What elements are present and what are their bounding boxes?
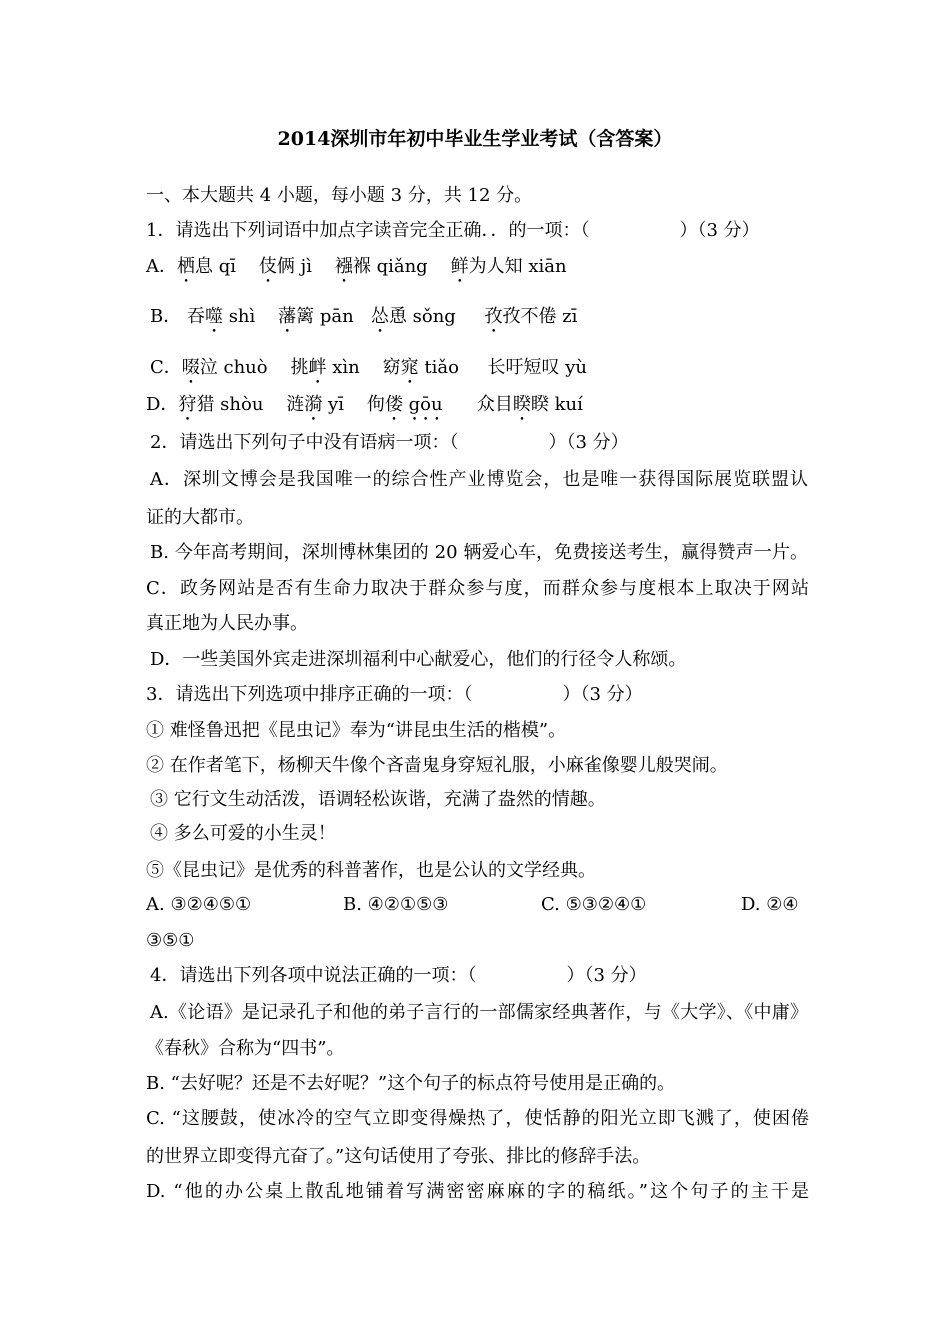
- q3-option-d-cont: ③⑤①: [146, 930, 195, 951]
- q2-option-c-line1: C．政务网站是否有生命力取决于群众参与度，而群众参与度根本上取决于网站: [146, 578, 809, 599]
- q3-option-d: D. ②④: [741, 894, 799, 915]
- q3-option-b: B. ④②①⑤③: [343, 894, 449, 915]
- q1-option-c: C．啜泣 chuò 挑衅 xìn 窈窕 tiǎo 长吁短叹 yù: [150, 357, 587, 378]
- q4-option-b: B. “去好呢？还是不去好呢？”这个句子的标点符号使用是正确的。: [146, 1073, 676, 1094]
- q4-option-d-line1: D. “他的办公桌上散乱地铺着写满密密麻麻的字的稿纸。”这个句子的主干是: [146, 1181, 809, 1202]
- q3-sentence-1: ① 难怪鲁迅把《昆虫记》奉为“讲昆虫生活的楷模”。: [146, 720, 567, 741]
- q2-option-d: D．一些美国外宾走进深圳福利中心献爱心，他们的行径令人称颂。: [150, 649, 687, 670]
- q3-sentence-4: ④ 多么可爱的小生灵！: [150, 823, 336, 844]
- q3-sentence-2: ② 在作者笔下，杨柳天牛像个吝啬鬼身穿短礼服，小麻雀像婴儿般哭闹。: [146, 755, 728, 776]
- q4-option-a-line2: 《春秋》合称为“四书”。: [146, 1038, 345, 1059]
- q2-stem: 2．请选出下列句子中没有语病一项：（ ）（3 分）: [150, 432, 629, 453]
- q2-option-a-line1: A．深圳文博会是我国唯一的综合性产业博览会，也是唯一获得国际展览联盟认: [150, 469, 808, 490]
- q1-stem: 1．请选出下列词语中加点字读音完全正确．．的一项：（ ）（3 分）: [146, 220, 760, 241]
- q2-option-b: B. 今年高考期间，深圳博林集团的 20 辆爱心车，免费接送考生，赢得赞声一片。: [150, 542, 808, 563]
- section-header: 一、本大题共 4 小题，每小题 3 分，共 12 分。: [146, 185, 533, 206]
- q1-option-d: D．狩猎 shòu 涟漪 yī 佝偻 gōu 众目睽睽 kuí: [146, 394, 583, 415]
- q4-option-c-line1: C. “这腰鼓，使冰冷的空气立即变得燥热了，使恬静的阳光立即飞溅了，使困倦: [146, 1108, 809, 1129]
- q3-option-c: C. ⑤③②④①: [541, 894, 647, 915]
- page-title: 2014深圳市年初中毕业生学业考试（含答案）: [277, 128, 673, 150]
- q3-sentence-5: ⑤《昆虫记》是优秀的科普著作，也是公认的文学经典。: [146, 860, 596, 881]
- q1-option-b: B． 吞噬 shì 藩篱 pān 怂恿 sǒng 孜孜不倦 zī: [150, 306, 578, 327]
- q3-stem: 3．请选出下列选项中排序正确的一项：（ ）（3 分）: [146, 684, 643, 705]
- q4-option-c-line2: 的世界立即变得亢奋了。”这句话使用了夸张、排比的修辞手法。: [146, 1146, 651, 1167]
- q1-option-a: A．栖息 qī 伎俩 jì 襁褓 qiǎng 鲜为人知 xiān: [146, 256, 567, 277]
- q2-option-a-line2: 证的大都市。: [146, 507, 254, 528]
- q4-stem: 4．请选出下列各项中说法正确的一项：（ ）（3 分）: [150, 965, 647, 986]
- q2-option-c-line2: 真正地为人民办事。: [146, 613, 308, 634]
- q3-option-a: A. ③②④⑤①: [146, 894, 252, 915]
- q4-option-a-line1: A.《论语》是记录孔子和他的弟子言行的一部儒家经典著作，与《大学》、《中庸》: [150, 1002, 808, 1023]
- q3-sentence-3: ③ 它行文生动活泼，语调轻松诙谐，充满了盎然的情趣。: [150, 789, 606, 810]
